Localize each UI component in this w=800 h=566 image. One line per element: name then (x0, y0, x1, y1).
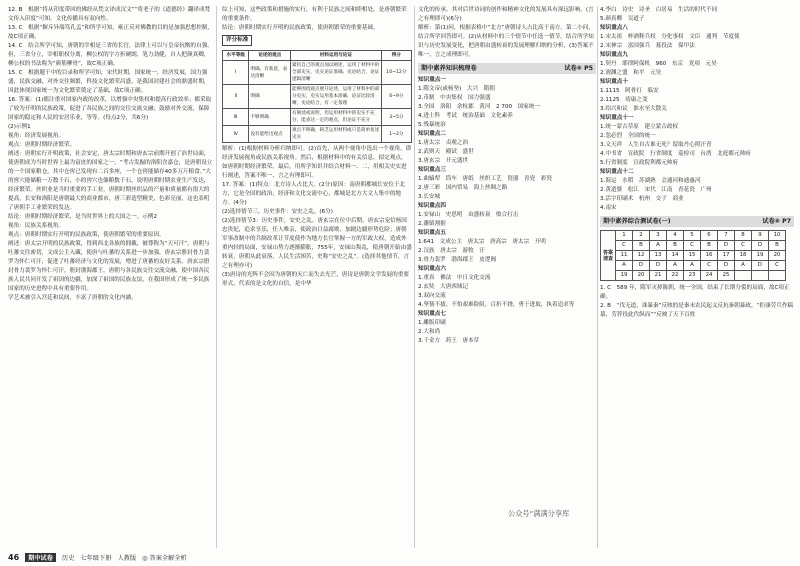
knowledge-item: 2.黄道婆 松江 宋代 江南 青花瓷 广州 (600, 187, 712, 193)
grid-cell: 22 (667, 271, 684, 281)
knowledge-item: 1.安禄山 史思明 由盛转衰 败合打击 (418, 212, 519, 218)
answer-text: 阐述：唐朝实行开明政策，社会安定，唐太宗时期和唐玄宗前期开创了治世局面，使唐朝成为当时世界上最为富庶的国家之一，“考古发掘的洛阳含嘉仓，是唐朝设立的一个国家粮仓，其中仓窖已发现有二百多座，一个仓窖能储存40多万斤粮食。”大的窖穴能储粮一万数千石，小的窖穴也储粮数千石，说明唐朝时期农业生产发达，经济繁荣。丝织业是当时重要的手工业，唐朝时期丝织品的产量和质量都有很大的提高，长安和洛阳是唐朝最大的商业都市，唐三彩造型精美，色彩亮丽，这也表明了唐朝手工业繁荣的发达。 (8, 151, 213, 211)
column-header: 水平等级 (223, 51, 249, 61)
table-cell: 不够明确 (249, 109, 291, 126)
grid-cell: 1 (616, 231, 633, 241)
grid-cell: C (701, 261, 718, 271)
answer-text: 1. C 589 年，隋军灭掉陈朝，统一全国，结束了长期分裂的局面，故C项正确。 (600, 285, 790, 300)
knowledge-item: 1.隋文帝(或杨坚) 大兴 隋朝 (418, 86, 495, 92)
column-header: 得分 (381, 51, 411, 61)
knowledge-item: 5.行省制度 宣政院利都元帅府 (600, 160, 679, 166)
knowledge-item: 1.宋太祖 杯酒释兵权 分化事权 文臣 通判 节度使 (600, 34, 740, 40)
knowledge-item: 1.重真 佛法 中日文化交流 (418, 275, 491, 281)
grid-cell: C (616, 241, 633, 251)
watermark-text: 公众号“满满分享库 (508, 509, 570, 518)
table-row (601, 241, 786, 251)
table-cell: 6~9分 (381, 85, 411, 109)
grid-cell (769, 271, 786, 281)
grid-cell: 18 (735, 251, 752, 261)
table-cell: 没有能给出观点 (249, 126, 291, 143)
grid-cell: A (735, 261, 752, 271)
knowledge-item: 1.契丹 耶律阿保机 960 东京 党项 元昊 (600, 61, 717, 67)
knowledge-heading: 知识重点六 (418, 266, 446, 272)
knowledge-item: 4.进士科 考试 统治基础 文化素养 (418, 113, 513, 119)
knowledge-item: 2.忽必烈 全国的统一 (600, 133, 656, 139)
answer-key-label: 答案速查 (601, 231, 616, 281)
grid-cell: C (735, 241, 752, 251)
section-page-ref: 试卷⑧ P7 (762, 218, 791, 225)
subject-label: 历史 七年级下册 人教版 (61, 555, 137, 562)
grid-cell: D (718, 261, 735, 271)
answer-text: 文化的传承。其对后世诗词的创作和精神文化的发展具有深远影响。(言之有理即可)(6分) (418, 7, 594, 22)
grid-cell: D (650, 261, 667, 271)
knowledge-item: 3.双向交流 (418, 293, 446, 299)
knowledge-heading: 知识重点二 (418, 131, 446, 137)
knowledge-heading: 知识重点九 (600, 52, 628, 58)
knowledge-item: 4.中书省 宣政院 行省制度 巡检司 台湾 北庭都元帅府 (600, 151, 751, 157)
grid-cell: A (684, 261, 701, 271)
knowledge-heading: 知识重点十 (600, 79, 628, 85)
grid-cell: 20 (769, 251, 786, 261)
grid-cell: 2 (633, 231, 650, 241)
grid-cell: D (752, 261, 769, 271)
table-header-row (223, 51, 412, 61)
grid-cell: 19 (616, 271, 633, 281)
grid-cell: D (752, 241, 769, 251)
knowledge-item: 1.曲辕犁 筒车 唐纸 丝织工艺 瓷器 青瓷 彩瓷 (418, 176, 552, 182)
grid-cell: 17 (718, 251, 735, 261)
knowledge-item: 4.南宋 (600, 205, 617, 211)
grid-cell: B (701, 241, 718, 251)
knowledge-item: 1.统一蒙古草原 建立蒙古政权 (600, 124, 679, 130)
column-header: 论述的观点 (249, 51, 291, 61)
grid-cell (735, 271, 752, 281)
knowledge-heading: 知识重点十二 (600, 169, 634, 175)
answer-text: (2)选择情节三，历史事件：安史之乱。(6分) (222, 209, 333, 215)
column-divider (414, 6, 415, 548)
grid-cell: C (684, 241, 701, 251)
table-cell: Ⅱ (223, 85, 249, 109)
rubric-badge: 评分标准 (222, 35, 252, 46)
section-page-ref: 试卷⑧ P5 (564, 65, 593, 72)
grid-cell: 5 (684, 231, 701, 241)
answer-text: 解析：(1)根据材料分析归纳即可。(2)首先，从两个视角中选出一个视角，即经济发展视角或民族关系视角。然后，根据材料中的有关信息，拟定观点，如唐朝时期经济繁荣。最后，用所学知识并结合材料一、二，用相关史实进行阐述，答案不唯一，言之有理即可。 (222, 146, 412, 179)
answer-text: 阐述：唐太宗开明的民族政策，得到西北各族的拥戴，被尊称为“天可汗”。唐朝与吐蕃交往密切，文成公主入藏，使唐与吐蕃的关系进一步加强，唐玄宗册封骨力裴罗为怀仁可汗，促进了吐蕃经济与文化的发展，增进了唐蕃的友好关系。唐玄宗册封骨力裴罗为怀仁可汗，册封渤海郡王，唐朝与各民族交往交流交融，使中国各民族人民共同开发了祖国的边疆，加深了祖国的民族友谊，在我国形成了统一多民族国家的历史进程中具有重要作用。 (8, 241, 210, 292)
grid-cell: B (633, 241, 650, 251)
table-cell: Ⅲ (223, 109, 249, 126)
table-row (601, 271, 786, 281)
answer-text: 观点：唐朝时期经济繁荣。 (8, 142, 76, 148)
answer-text: 15. C 根据题干中的目录和所学可知，宋代时期，国家统一，经济发展，国力强盛，民族交融，对外交往频繁，科技文化繁荣昌盛，是我国封建社会的鼎盛时期，因此体现国家统一为文化繁荣奠定了基础，故C项正确。 (8, 70, 210, 94)
grid-cell: 24 (701, 271, 718, 281)
answer-text: 2. B “伐无道，诛暴秦”反映的是秦末农民起义反抗秦朝暴政，“拒康劳兵作稿幕，劳荐役此代纵而”“反映了天下百姓 (600, 303, 794, 318)
answer-text: 学艺术被引入宫廷和民间，丰富了唐朝的文化内涵。 (8, 295, 137, 301)
table-cell: 明确，有新意，表达清晰 (249, 61, 291, 85)
section-title: 期中素养知识梳理卷 (421, 65, 477, 72)
grid-cell: 7 (718, 231, 735, 241)
table-cell: Ⅰ (223, 61, 249, 85)
answer-text: 16. 答案：(1)都注重对国家内政的改革，以增强中央集权和提高行政效率；都采取了较为开明的民族政策，促进了各民族之间的交往交流交融；鼓励对外交流，保障国家的稳定和人民的安居乐业，等等。(每点2分，共6分) (8, 97, 212, 121)
grid-cell: 19 (752, 251, 769, 261)
knowledge-item: 3.唐玄宗 开元盛世 (418, 158, 469, 164)
grid-cell: 14 (667, 251, 684, 261)
section-title: 期中素养综合测试卷(一) (603, 218, 671, 225)
rubric-table (222, 50, 412, 143)
brand-label: 期中试卷 (25, 553, 56, 562)
knowledge-heading: 知识重点十一 (600, 115, 634, 121)
knowledge-heading: 知识重点一 (418, 77, 446, 83)
grid-cell: 8 (735, 231, 752, 241)
table-cell: 明确 (249, 85, 291, 109)
knowledge-item: 2.币制 中央集权 国力强盛 (418, 95, 491, 101)
answer-text: (2)示例1 (8, 124, 31, 130)
knowledge-item: 1.雕版印刷 (418, 320, 446, 326)
knowledge-heading: 知识重点七 (418, 311, 446, 317)
knowledge-item: 3.全国 洛阳 余杭郡 黄河 2 700 国家统一 (418, 104, 541, 110)
grid-cell: 3 (650, 231, 667, 241)
table-cell: 能够围绕观点展开论述，运用了材料中的部分史实，史实运用基本准确，论证比较清晰，史论结合，有一定条理 (291, 85, 382, 109)
knowledge-heading: 知识重点三 (418, 167, 446, 173)
table-row (601, 231, 786, 241)
column-three (418, 6, 596, 346)
knowledge-item: 4.坚韧不拔、不怕艰难险阻，百折不挠，勇于进取，执着追求等 (418, 302, 575, 308)
grid-cell: D (633, 261, 650, 271)
grid-cell: 13 (650, 251, 667, 261)
grid-cell: B (769, 241, 786, 251)
knowledge-item: 3.文天祥 人生自古谁无死？留取丹心照汗青 (600, 142, 712, 148)
answer-text: (3)唐诗的光辉不会因为唐朝的灭亡而失去光芒，唐诗是唐朝文学发展的重要形式，代表的是文化的自信，是中华 (222, 272, 409, 287)
answer-text: 结论：唐朝时期经济繁荣，是当时世界上的大国之一。示例2 (8, 214, 157, 220)
grid-cell: 16 (701, 251, 718, 261)
grid-cell: C (769, 261, 786, 271)
grid-cell: 11 (616, 251, 633, 261)
answer-text: 视角：经济发展视角。 (8, 133, 64, 139)
grid-cell: 10 (769, 231, 786, 241)
knowledge-item: 2.汉族 唐太宗 游牧 汗 (418, 248, 485, 254)
table-cell: 10~12分 (381, 61, 411, 85)
table-row (223, 61, 412, 85)
answer-text: (2)选择情节3：历史事件，安史之乱。唐玄宗在位中后期，唐玄宗宠信杨国忠贵妃，追求享乐，任人唯亲，使政治日益腐败，加剧边疆形势危险；唐朝军事改制中的兵制改革让节度使作为地方长官掌握一方的军政大权，造成外重内轻的局面，安禄山势力逐渐膨胀，755年，安禄山叛乱，使唐朝开始由盛转衰，唐朝从此衰落，人民生活困苦，史称“安史之乱”。(选择其他情节，言之有理亦可) (222, 218, 412, 269)
section-header (600, 216, 794, 227)
knowledge-heading: 知识重点八 (600, 25, 628, 31)
knowledge-item: 3.千金方 药王 唐本草 (418, 338, 480, 344)
answer-text: 观点：唐朝时期实行开明的民族政策，使唐朝繁荣的重要原因。 (8, 232, 165, 238)
grid-cell: A (667, 261, 684, 271)
answer-text: 结论：唐朝时期实行开明的民族政策，使唐朝繁荣的重要基础。 (222, 25, 379, 31)
knowledge-item: 1.1115 阿骨打 临安 (600, 88, 659, 94)
answer-text: 解析：第(1)问，根据表格中“北方”唐朝诗人占比高于南方，第二小问，结合所学回答即可。(2)从材料中的三个情节中任选一情节，结合所学知识与历史发展变化，把唐朝由盛转衰的发展理解归纳的分析，(3)答案不唯一，言之成理即可。 (418, 25, 594, 58)
grid-cell: B (667, 241, 684, 251)
column-divider (216, 6, 217, 548)
knowledge-item: 2.1125 靖康之变 (600, 97, 648, 103)
table-row (223, 85, 412, 109)
knowledge-heading: 知识重点五 (418, 230, 446, 236)
grid-cell: 23 (684, 271, 701, 281)
knowledge-item: 2.大和尚 (418, 329, 441, 335)
grid-cell: 21 (650, 271, 667, 281)
table-cell: 3~5分 (381, 109, 411, 126)
table-cell: 1~2分 (381, 126, 411, 143)
knowledge-item: 4.李白 诗史 诗圣 白居易 生活的时代不同 (600, 7, 718, 13)
answer-text: 视角：民族关系视角。 (8, 223, 64, 229)
table-cell: Ⅳ (223, 126, 249, 143)
grid-cell: A (616, 261, 633, 271)
knowledge-item: 5.颜真卿 吴道子 (600, 16, 645, 22)
column-divider (597, 6, 598, 548)
knowledge-item: 1.海运 水稻 苏湖熟 会通河和通惠河 (600, 178, 701, 184)
grid-cell: A (650, 241, 667, 251)
table-cell: 紧扣自己的观点加以阐述，运用了材料中的全部史实，史实论证准确、史论结合，论证逻辑清晰 (291, 61, 382, 85)
knowledge-heading: 知识重点四 (418, 203, 446, 209)
grid-cell: D (718, 241, 735, 251)
table-row (223, 126, 412, 143)
section-header (418, 63, 596, 74)
knowledge-item: 2.澶渊之盟 和平 元昊 (600, 70, 662, 76)
table-cell: 观点不明确，缺乏运用材料或只是简单复述史实 (291, 126, 382, 143)
knowledge-item: 3.绍兴和议 淮水至大散关 (600, 106, 667, 112)
answer-text: 12. B 根据“将从印度带回的佛经从梵文译成汉文”“将老子的《道德经》翻译成梵文传入印度”可知，文化传播具有双向性。 (8, 7, 211, 22)
answer-text: 13. C 根据“摒斥异端笃孔孟”和所学可知，雍正反对佛教的目的是加强思想控制，故C项正确。 (8, 25, 213, 40)
answer-text: 14. C 结合所学可知，唐朝的宰相是三省的长官，法律上可以与皇帝抗衡的自强。但，三省分立，宰相职权分离，柳公权的字方折硬朗，笔力劲健，自人把颜真卿，柳公权的书法称为“颜筋柳骨”，故C项正确。 (8, 43, 213, 67)
knowledge-item: 3.长安城 (418, 194, 441, 200)
grid-cell: 6 (701, 231, 718, 241)
column-header: 材料运用与论证 (291, 51, 382, 61)
knowledge-item: 3.骨力裴罗 渤海郡王 皮逻阁 (418, 257, 497, 263)
grid-cell: 15 (684, 251, 701, 261)
knowledge-item: 1.641 文成公主 唐太宗 唐高宗 唐太宗 开明 (418, 239, 546, 245)
knowledge-item: 1.唐太宗 贞观之治 (418, 140, 469, 146)
answer-text: 综上可知，这些政策和措施的实行，有利于民族之间和睦相处，是唐朝繁荣的重要条件。 (222, 7, 407, 22)
grid-cell: 9 (752, 231, 769, 241)
column-four (600, 6, 794, 320)
grid-cell: 4 (667, 231, 684, 241)
table-row (601, 251, 786, 261)
page-footer (8, 553, 187, 562)
grid-cell: 20 (633, 271, 650, 281)
knowledge-item: 2.武则天 殿试 盛世 (418, 149, 474, 155)
footer-tail: ◎ 答案全解全析 (142, 555, 187, 562)
table-cell: 有阐述或说明，但运用材料中的史实不充分，能表达一定的观点，但论证不充分 (291, 109, 382, 126)
grid-cell: 25 (718, 271, 735, 281)
table-row (601, 261, 786, 271)
answer-key-grid (600, 230, 786, 281)
grid-cell (752, 271, 769, 281)
knowledge-item: 2.藩镇割据 (418, 221, 446, 227)
column-one (8, 6, 214, 303)
page-number: 46 (8, 553, 20, 562)
column-two (222, 6, 412, 289)
knowledge-item: 2.宋神宗 富国强兵 募役法 保甲法 (600, 43, 695, 49)
answer-text: 17. 答案：(1)特点：北方诗人占比大。(2分)原因：南唐朝都城长安位于北方，它是全国的政治，经济和文化交流中心，都城是北方大文人集中的地方。(4分) (222, 182, 406, 206)
table-row (223, 109, 412, 126)
knowledge-item: 3.活字印刷术 杭州 交子 商业 (600, 196, 684, 202)
grid-cell: 12 (633, 251, 650, 261)
knowledge-item: 2.唐三彩 国内贸易 海上丝绸之路 (418, 185, 508, 191)
knowledge-item: 2.玄奘 大唐西域记 (418, 284, 469, 290)
knowledge-item: 5.残暴统治 (418, 122, 446, 128)
